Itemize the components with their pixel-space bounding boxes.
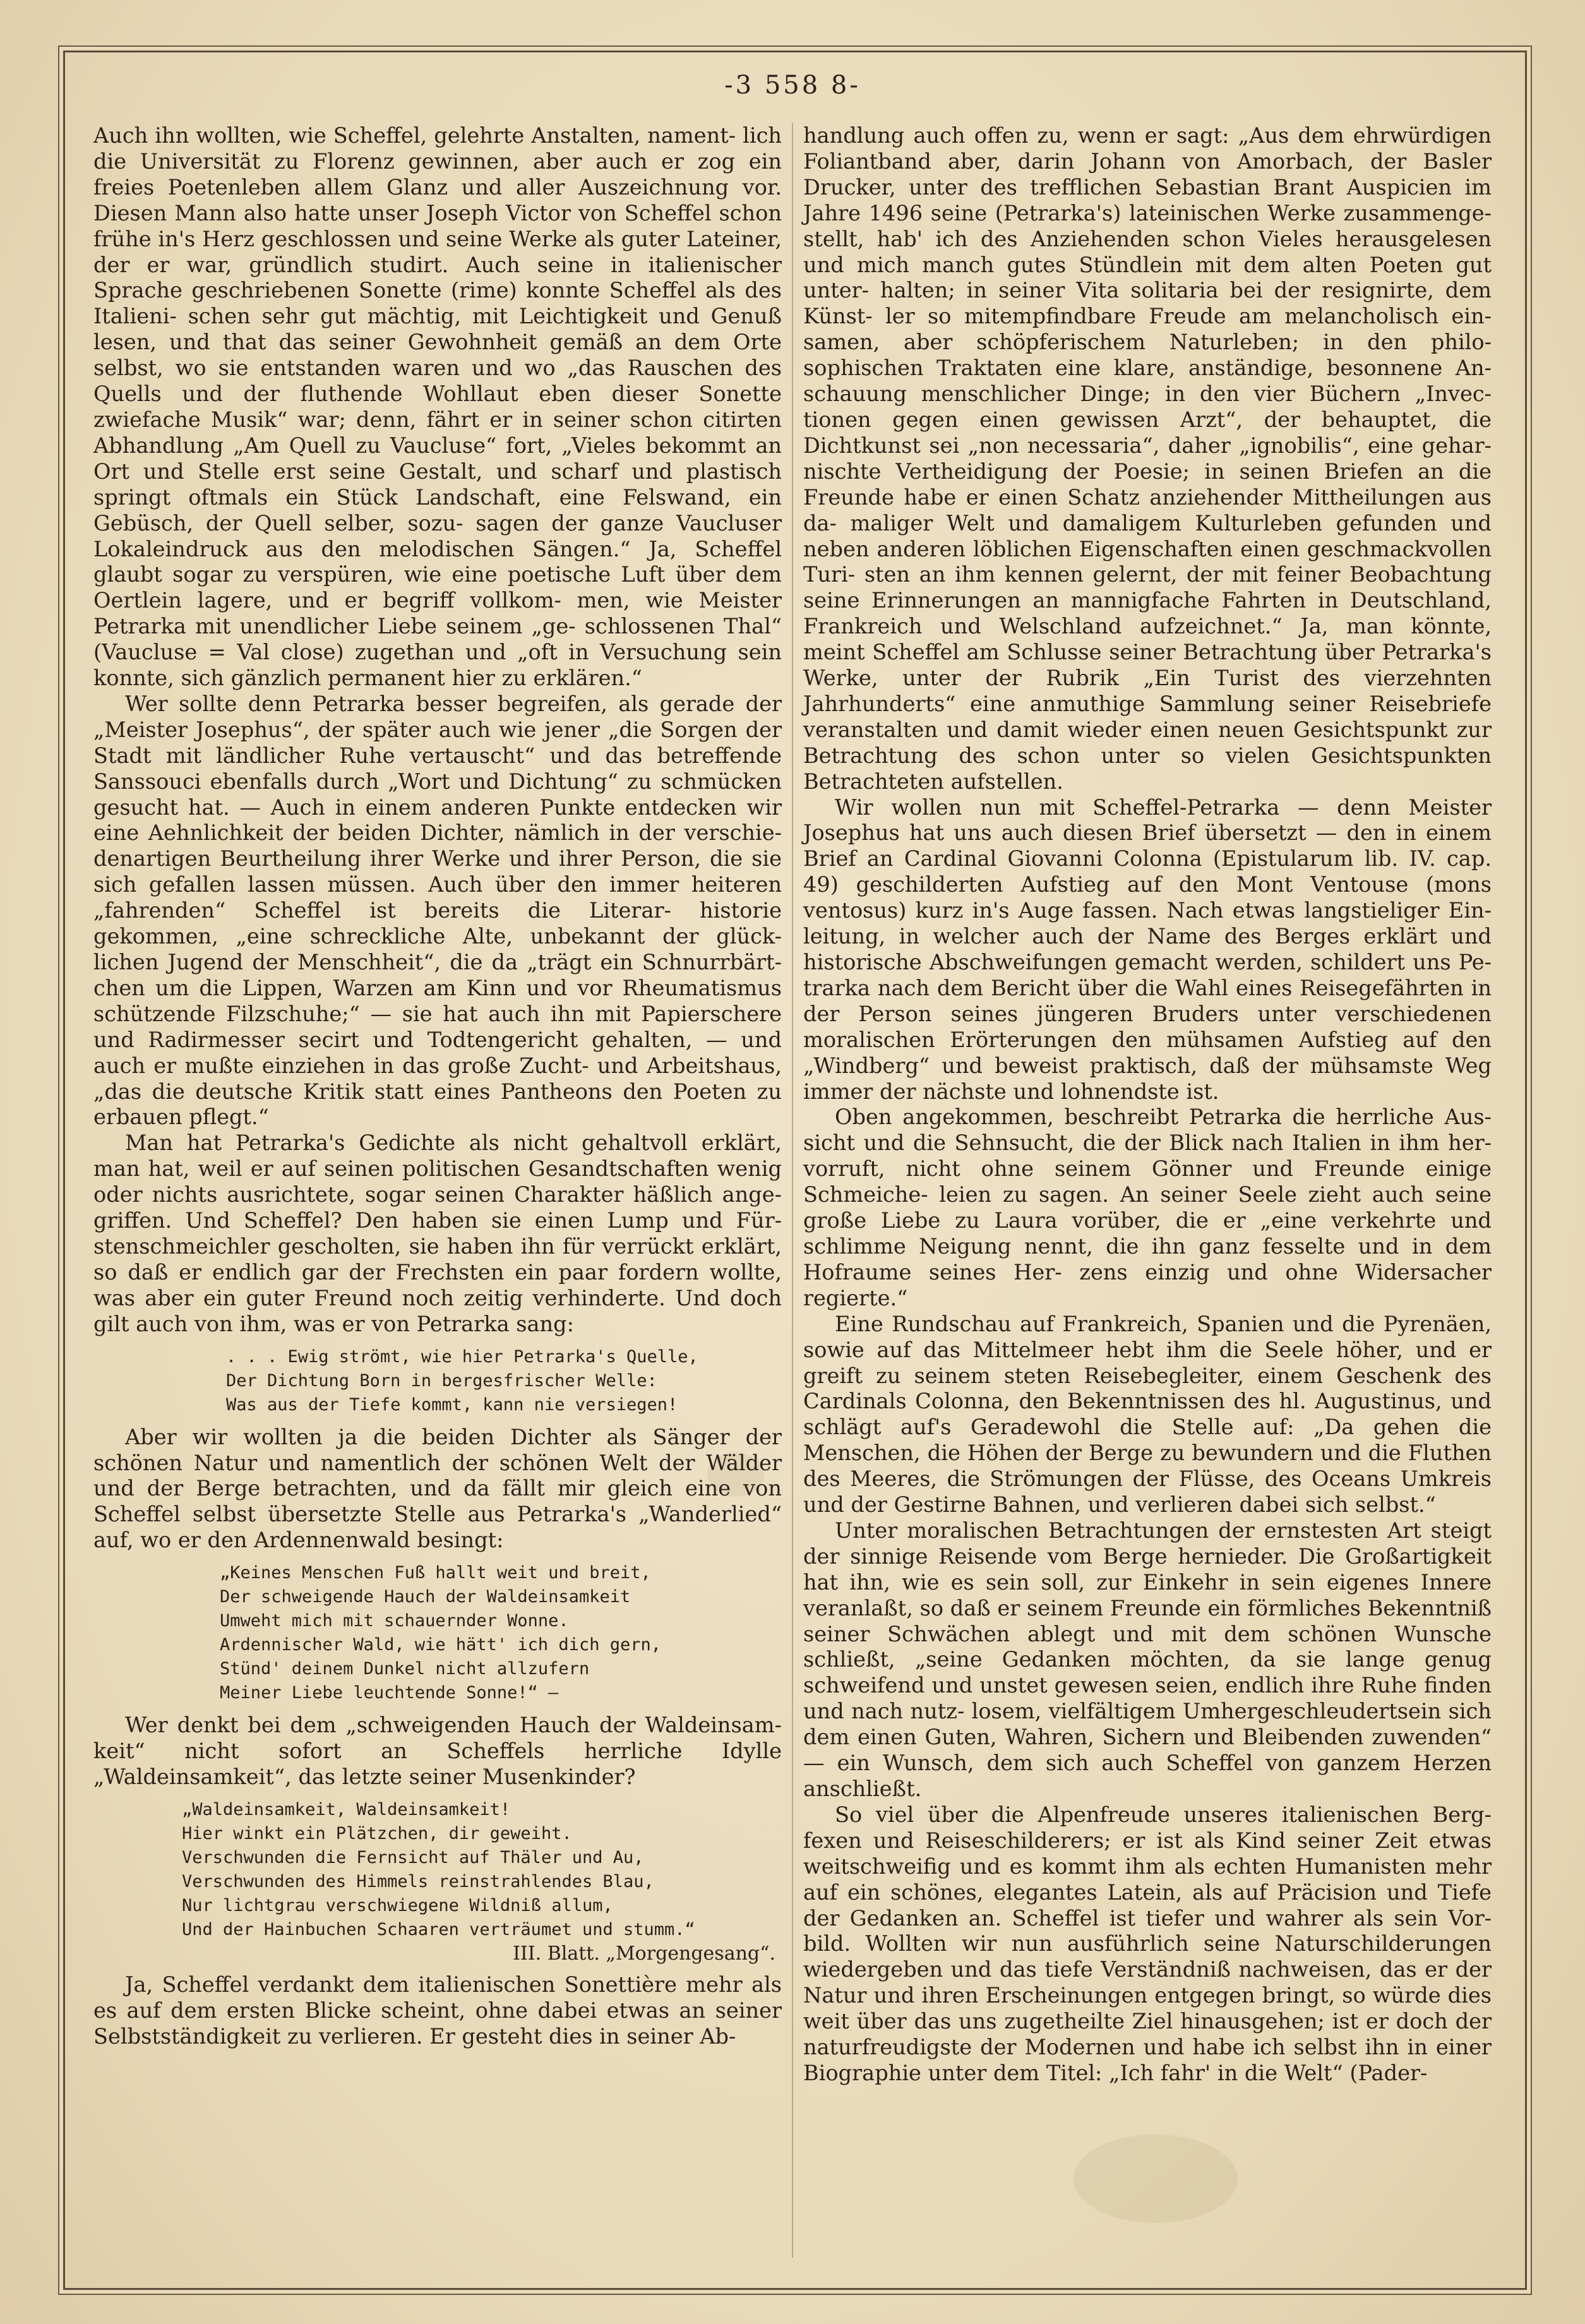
paragraph: handlung auch offen zu, wenn er sagt: „Aus dem ehrwürdigen Foliantband aber, darin Johann von Amorbach, der Basler Drucker, unter des trefflichen Sebastian Brant Auspicien im Jahre 1496 seine (Petrarka's) lateinischen Werke zusammenge- stellt, hab' ich des Anziehenden schon Vieles herausgelesen und mich manch gutes Stündlein mit dem alten Poeten gut unter- halten; in seiner Vita solitaria bei der resignirte, dem Künst- ler so mitempfindbare Freude am melancholisch ein- samen, aber schöpferischem Naturleben; in den philo- sophischen Traktaten eine klare, anständige, besonnene An- schauung menschlicher Dinge; in den vier Büchern „Invec- tionen gegen einen gewissen Arzt“, der behauptet, die Dichtkunst sei „non necessaria“, daher „ignobilis“, eine gehar- nischte Vertheidigung der Poesie; in seinen Briefen an die Freunde habe er einen Schatz anziehender Mittheilungen aus da- maliger Welt und damaligem Kulturleben gefunden und neben anderen löblichen Eigenschaften einen geschmackvollen Turi- sten an ihm kennen gelernt, der mit feiner Beobachtung seine Erinnerungen an mannigfache Fahrten in Deutschland, Frankreich und Welschland aufzeichnet.“ Ja, man könnte, meint Scheffel am Schlusse seiner Betrachtung über Petrarka's Werke, unter der Rubrik „Ein Turist des vierzehnten Jahrhunderts“ eine anmuthige Sammlung seiner Reisebriefe veranstalten und damit wieder einen neuen Gesichtspunkt zur Betrachtung des schon unter so vielen Gesichtspunkten Betrachteten aufstellen. xyxy=(803,123,1492,794)
verse-line: Stünd' deinem Dunkel nicht allzufern xyxy=(220,1659,590,1679)
paragraph: So viel über die Alpenfreude unseres italienischen Berg- fexen und Reiseschilderers; er ist als Kind seiner Zeit etwas weitschweifig und es kommt ihm als echten Humanisten mehr auf ein schönes, elegantes Latein, als auf Präcision und Tiefe der Gedanken an. Scheffel ist tiefer und wahrer als sein Vor- bild. Wollten wir nun ausführlich seine Naturschilderungen wiedergeben und das tiefe Verständniß nachweisen, das er der Natur und ihren Erscheinungen entgegen bringt, so würde dies weit über das uns zugetheilte Ziel hinausgehen; ist er doch der naturfreudigste der Modernen und habe ich selbst ihn in einer Biographie unter dem Titel: „Ich fahr' in die Welt“ (Pader- xyxy=(803,1802,1492,2085)
verse-line: Der schweigende Hauch der Waldeinsamkeit xyxy=(220,1587,631,1607)
right-column xyxy=(803,123,1492,2087)
paragraph: Unter moralischen Betrachtungen der ernstesten Art steigt der sinnige Reisende vom Berge hernieder. Die Großartigkeit hat ihn, wie es sein soll, zur Einkehr in sein eigenes Innere veranlaßt, so daß er seinem Freunde ein förmliches Bekenntniß seiner Schwächen ablegt und mit dem schönen Wunsche schließt, „seine Gedanken möchten, da sie lange genug schweifend und unstet gewesen seien, endlich ihre Ruhe finden und nach nutz- losem, vielfältigem Umhergeschleudertsein sich dem einen Guten, Wahren, Sichern und Bleibenden zuwenden“ — ein Wunsch, dem sich auch Scheffel von ganzem Herzen anschließt. xyxy=(803,1518,1492,1801)
paragraph: Auch ihn wollten, wie Scheffel, gelehrte Anstalten, nament- lich die Universität zu Florenz gewinnen, aber auch er zog ein freies Poetenleben allem Glanz und aller Auszeichnung vor. Diesen Mann also hatte unser Joseph Victor von Scheffel schon frühe in's Herz geschlossen und seine Werke als guter Lateiner, der er war, gründlich studirt. Auch seine in italienischer Sprache geschriebenen Sonette (rime) konnte Scheffel als des Italieni- schen sehr gut mächtig, mit Leichtigkeit und Genuß lesen, und that das seiner Gewohnheit gemäß an dem Orte selbst, wo sie entstanden waren und wo „das Rauschen des Quells und der fluthende Wohllaut eben dieser Sonette zwiefache Musik“ war; denn, fährt er in seiner schon citirten Abhandlung „Am Quell zu Vaucluse“ fort, „Vieles bekommt an Ort und Stelle erst seine Gestalt, und scharf und plastisch springt oftmals ein Stück Landschaft, eine Felswand, ein Gebüsch, der Quell selber, sozu- sagen der ganze Vaucluser Lokaleindruck aus den melodischen Sängen.“ Ja, Scheffel glaubt sogar zu verspüren, wie eine poetische Luft über dem Oertlein lagere, und er begriff vollkom- men, wie Meister Petrarka mit unendlicher Liebe seinem „ge- schlossenen Thal“ (Vaucluse = Val close) zugethan und „oft in Versuchung sein konnte, sich gänzlich permanent hier zu erklären.“ xyxy=(93,123,782,691)
verse-quote xyxy=(93,1798,782,1942)
verse-line: Der Dichtung Born in bergesfrischer Welle: xyxy=(226,1370,657,1391)
column-divider xyxy=(792,123,793,2258)
paragraph: Man hat Petrarka's Gedichte als nicht gehaltvoll erklärt, man hat, weil er auf seinen politischen Gesandtschaften wenig oder nichts ausrichtete, sogar seinen Charakter häßlich ange- griffen. Und Scheffel? Den haben sie einen Lump und Für- stenschmeichler gescholten, sie haben ihn für verrückt erklärt, so daß er endlich gar der Frechsten ein paar fordern wollte, was aber ein guter Freund noch zeitig verhinderte. Und doch gilt auch von ihm, was er von Petrarka sang: xyxy=(93,1130,782,1336)
verse-line: Nur lichtgrau verschwiegene Wildniß allum, xyxy=(182,1895,613,1915)
verse-line: Verschwunden die Fernsicht auf Thäler und Au, xyxy=(182,1847,644,1867)
verse-line: Ardennischer Wald, wie hätt' ich dich gern, xyxy=(220,1635,661,1655)
paragraph: Ja, Scheffel verdankt dem italienischen Sonettière mehr als es auf dem ersten Blicke scheint, ohne dabei etwas an seiner Selbstständigkeit zu verlieren. Er gesteht dies in seiner Ab- xyxy=(93,1972,782,2049)
paragraph: Eine Rundschau auf Frankreich, Spanien und die Pyrenäen, sowie auf das Mittelmeer hebt ihm die Seele höher, und er greift zu seinem steten Reisebegleiter, einem Geschenk des Cardinals Colonna, den Bekenntnissen des hl. Augustinus, und schlägt auf's Geradewohl die Stelle auf: „Da gehen die Menschen, die Höhen der Berge zu bewundern und die Fluthen des Meeres, die Strömungen der Flüsse, des Oceans Umkreis und der Gestirne Bahnen, und verlieren dabei sich selbst.“ xyxy=(803,1311,1492,1518)
paragraph: Wir wollen nun mit Scheffel-Petrarka — denn Meister Josephus hat uns auch diesen Brief übersetzt — den in einem Brief an Cardinal Giovanni Colonna (Epistularum lib. IV. cap. 49) geschilderten Aufstieg auf den Mont Ventouse (mons ventosus) kurz in's Auge fassen. Nach etwas langstieliger Ein- leitung, in welcher auch der Name des Berges erklärt und historische Abschweifungen gemacht werden, schildert uns Pe- trarka nach dem Bericht über die Wahl eines Reisegefährten in der Person seines jüngeren Bruders unter verschiedenen moralischen Erörterungen den mühsamen Aufstieg auf den „Windberg“ und beweist praktisch, daß der mühsamste Weg immer der nächste und lohnendste ist. xyxy=(803,794,1492,1104)
verse-line: Was aus der Tiefe kommt, kann nie versiegen! xyxy=(226,1394,678,1415)
verse-source: III. Blatt. „Morgengesang“. xyxy=(513,1942,775,1965)
paragraph: Aber wir wollten ja die beiden Dichter als Sänger der schönen Natur und namentlich der schönen Welt der Wälder und der Berge betrachten, und da fällt mir gleich eine von Scheffel selbst übersetzte Stelle aus Petrarka's „Wanderlied“ auf, wo er den Ardennenwald besingt: xyxy=(93,1424,782,1553)
left-column xyxy=(93,123,782,2050)
verse-line: Hier winkt ein Plätzchen, dir geweiht. xyxy=(182,1823,572,1843)
verse-line: Verschwunden des Himmels reinstrahlendes Blau, xyxy=(182,1871,654,1891)
page-number: -3 558 8- xyxy=(724,71,861,100)
verse-line: „Waldeinsamkeit, Waldeinsamkeit! xyxy=(182,1799,511,1819)
verse-line: . . . Ewig strömt, wie hier Petrarka's Quelle, xyxy=(226,1346,698,1367)
verse-line: Umweht mich mit schauernder Wonne. xyxy=(220,1611,569,1631)
paragraph: Oben angekommen, beschreibt Petrarka die herrliche Aus- sicht und die Sehnsucht, die der Blick nach Italien in ihm her- vorruft, nicht ohne seinem Gönner und Freunde einige Schmeiche- leien zu sagen. An seiner Seele zieht auch seine große Liebe zu Laura vorüber, die er „eine verkehrte und schlimme Neigung nennt, die ihn ganz fesselte und in dem Hofraume seines Her- zens einzig und ohne Widersacher regierte.“ xyxy=(803,1105,1492,1310)
verse-line: „Keines Menschen Fuß hallt weit und breit, xyxy=(220,1563,651,1583)
verse-quote xyxy=(93,1345,782,1417)
paragraph: Wer denkt bei dem „schweigenden Hauch der Waldeinsam- keit“ nicht sofort an Scheffels herrliche Idylle „Waldeinsamkeit“, das letzte seiner Musenkinder? xyxy=(93,1713,782,1789)
verse-line: Und der Hainbuchen Schaaren verträumet und stumm.“ xyxy=(182,1919,695,1939)
verse-line: Meiner Liebe leuchtende Sonne!“ — xyxy=(220,1683,559,1703)
paragraph: Wer sollte denn Petrarka besser begreifen, als gerade der „Meister Josephus“, der später auch wie jener „die Sorgen der Stadt mit ländlicher Ruhe vertauscht“ und das betreffende Sanssouci ebenfalls durch „Wort und Dichtung“ zu schmücken gesucht hat. — Auch in einem anderen Punkte entdecken wir eine Aehnlichkeit der beiden Dichter, nämlich in der verschie- denartigen Beurtheilung ihrer Werke und ihrer Person, die sie sich gefallen lassen müssen. Auch über den immer heiteren „fahrenden“ Scheffel ist bereits die Literar- historie gekommen, „eine schreckliche Alte, unbekannt der glück- lichen Jugend der Menschheit“, die da „trägt ein Schnurrbärt- chen um die Lippen, Warzen am Kinn und vor Rheumatismus schützende Filzschuhe;“ — sie hat auch ihn mit Papierschere und Radirmesser secirt und Todtengericht gehalten, — und auch er mußte einziehen in das große Zucht- und Arbeitshaus, „das die deutsche Kritik statt eines Pantheons den Poeten zu erbauen pflegt.“ xyxy=(93,691,782,1130)
verse-quote xyxy=(93,1561,782,1705)
